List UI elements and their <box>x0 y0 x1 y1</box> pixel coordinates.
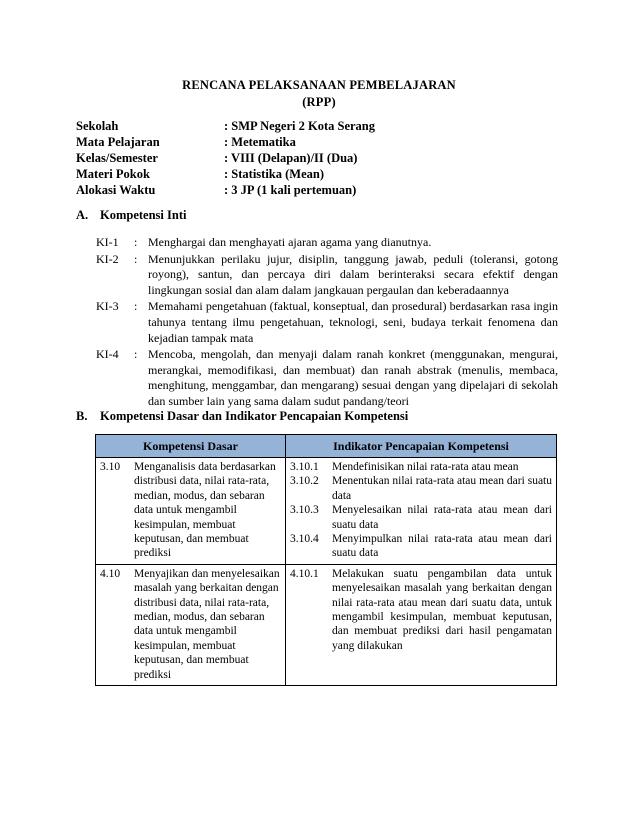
indicator-item <box>290 567 552 653</box>
table-header-row <box>96 435 557 458</box>
indicator-text: Melakukan suatu pengambilan data untuk menyelesaikan masalah yang berkaitan dengan nilai rata-rata atau mean dari suatu data, untuk mengambil kesimpulan, membuat keputusan, dan membuat prediksi dari hasil pengamatan yang dilakukan <box>332 567 552 652</box>
kd-code: 3.10 <box>100 461 121 473</box>
table-row <box>96 458 557 565</box>
section-letter: A. <box>76 208 89 222</box>
kd-cell <box>96 564 286 685</box>
ki-code: KI-2 <box>96 251 119 266</box>
meta-label: Materi Pokok <box>76 167 150 181</box>
section-b-heading <box>76 409 408 424</box>
indicator-cell <box>286 564 557 685</box>
indicator-item <box>290 532 552 561</box>
ki-code: KI-3 <box>96 299 119 314</box>
meta-label: Alokasi Waktu <box>76 183 156 197</box>
section-letter: B. <box>76 409 88 423</box>
list-item <box>96 235 558 251</box>
meta-value: : SMP Negeri 2 Kota Serang <box>224 119 376 133</box>
ki-code: KI-4 <box>96 347 119 362</box>
meta-row-class <box>76 150 375 166</box>
kd-item <box>100 460 281 561</box>
ki-colon: : <box>134 251 138 266</box>
indicator-cell <box>286 458 557 565</box>
section-title: Kompetensi Dasar dan Indikator Pencapaian Kompetensi <box>100 409 409 423</box>
meta-value: : 3 JP (1 kali pertemuan) <box>224 183 357 197</box>
section-title: Kompetensi Inti <box>100 208 187 222</box>
ki-text: Menunjukkan perilaku jujur, disiplin, tanggung jawab, peduli (toleransi, gotong royong), santun, dan percaya diri dalam berinteraksi secara efektif dengan lingkungan sosial dan alam dalam jangkauan pergaulan dan keberadaannya <box>148 251 558 297</box>
meta-row-subject <box>76 134 375 150</box>
ki-colon: : <box>134 235 138 249</box>
ki-colon: : <box>134 347 138 362</box>
meta-label: Sekolah <box>76 119 119 133</box>
meta-row-topic <box>76 166 375 182</box>
kd-text: Menyajikan dan menyelesaikan masalah yang berkaitan dengan distribusi data, nilai rata-rata, median, modus, dan sebaran data untuk mengambil kesimpulan, membuat keputusan, dan membuat prediksi <box>134 567 280 681</box>
indicator-code: 3.10.1 <box>290 461 319 473</box>
ki-colon: : <box>134 299 138 314</box>
column-header-ipk: Indikator Pencapaian Kompetensi <box>286 435 557 458</box>
indicator-code: 3.10.2 <box>290 475 319 488</box>
ki-text: Menghargai dan menghayati ajaran agama yang dianutnya. <box>148 235 432 249</box>
meta-label: Mata Pelajaran <box>76 135 160 149</box>
ki-text: Memahami pengetahuan (faktual, konseptual, dan prosedural) berdasarkan rasa ingin tahunya tentang ilmu pengetahuan, teknologi, seni, budaya terkait fenomena dan kejadian tampak mata <box>148 299 558 345</box>
column-header-kd: Kompetensi Dasar <box>96 435 286 458</box>
kd-code: 4.10 <box>100 567 121 580</box>
meta-value: : Statistika (Mean) <box>224 167 324 181</box>
meta-row-time <box>76 182 375 198</box>
kd-text: Menganalisis data berdasarkan distribusi data, nilai rata-rata, median, modus, dan sebaran data untuk mengambil kesimpulan, membuat keputusan, dan membuat prediksi <box>134 461 276 560</box>
indicator-code: 4.10.1 <box>290 567 319 580</box>
indicator-code: 3.10.4 <box>290 533 319 546</box>
indicator-item <box>290 474 552 503</box>
kd-cell <box>96 458 286 565</box>
meta-label: Kelas/Semester <box>76 151 158 165</box>
indicator-text: Menentukan nilai rata-rata atau mean dari suatu data <box>332 475 552 502</box>
ki-code: KI-1 <box>96 235 119 249</box>
document-title: RENCANA PELAKSANAAN PEMBELAJARAN <box>182 78 456 92</box>
indicator-item <box>290 460 552 474</box>
table-row <box>96 564 557 685</box>
indicator-text: Menyimpulkan nilai rata-rata atau mean dari suatu data <box>332 533 552 560</box>
meta-value: : VIII (Delapan)/II (Dua) <box>224 151 358 165</box>
list-item <box>96 252 558 299</box>
list-item <box>96 347 558 409</box>
list-item <box>96 299 558 346</box>
indicator-code: 3.10.3 <box>290 504 319 517</box>
indicator-text: Menyelesaikan nilai rata-rata atau mean dari suatu data <box>332 504 552 531</box>
section-a-heading <box>76 208 186 223</box>
competency-table <box>95 434 557 686</box>
document-subtitle: (RPP) <box>302 95 336 109</box>
core-competency-list <box>96 235 558 411</box>
identity-block <box>76 118 375 198</box>
indicator-item <box>290 503 552 532</box>
ki-text: Mencoba, mengolah, dan menyaji dalam ranah konkret (menggunakan, mengurai, merangkai, memodifikasi, dan membuat) dan ranah abstrak (menulis, membaca, menghitung, menggambar, dan mengarang) sesuai dengan yang dipelajari di sekolah dan sumber lain yang sama dalam sudut pandang/teori <box>148 347 558 408</box>
indicator-text: Mendefinisikan nilai rata-rata atau mean <box>332 461 519 473</box>
meta-value: : Metematika <box>224 135 296 149</box>
kd-item <box>100 567 281 682</box>
meta-row-school <box>76 118 375 134</box>
